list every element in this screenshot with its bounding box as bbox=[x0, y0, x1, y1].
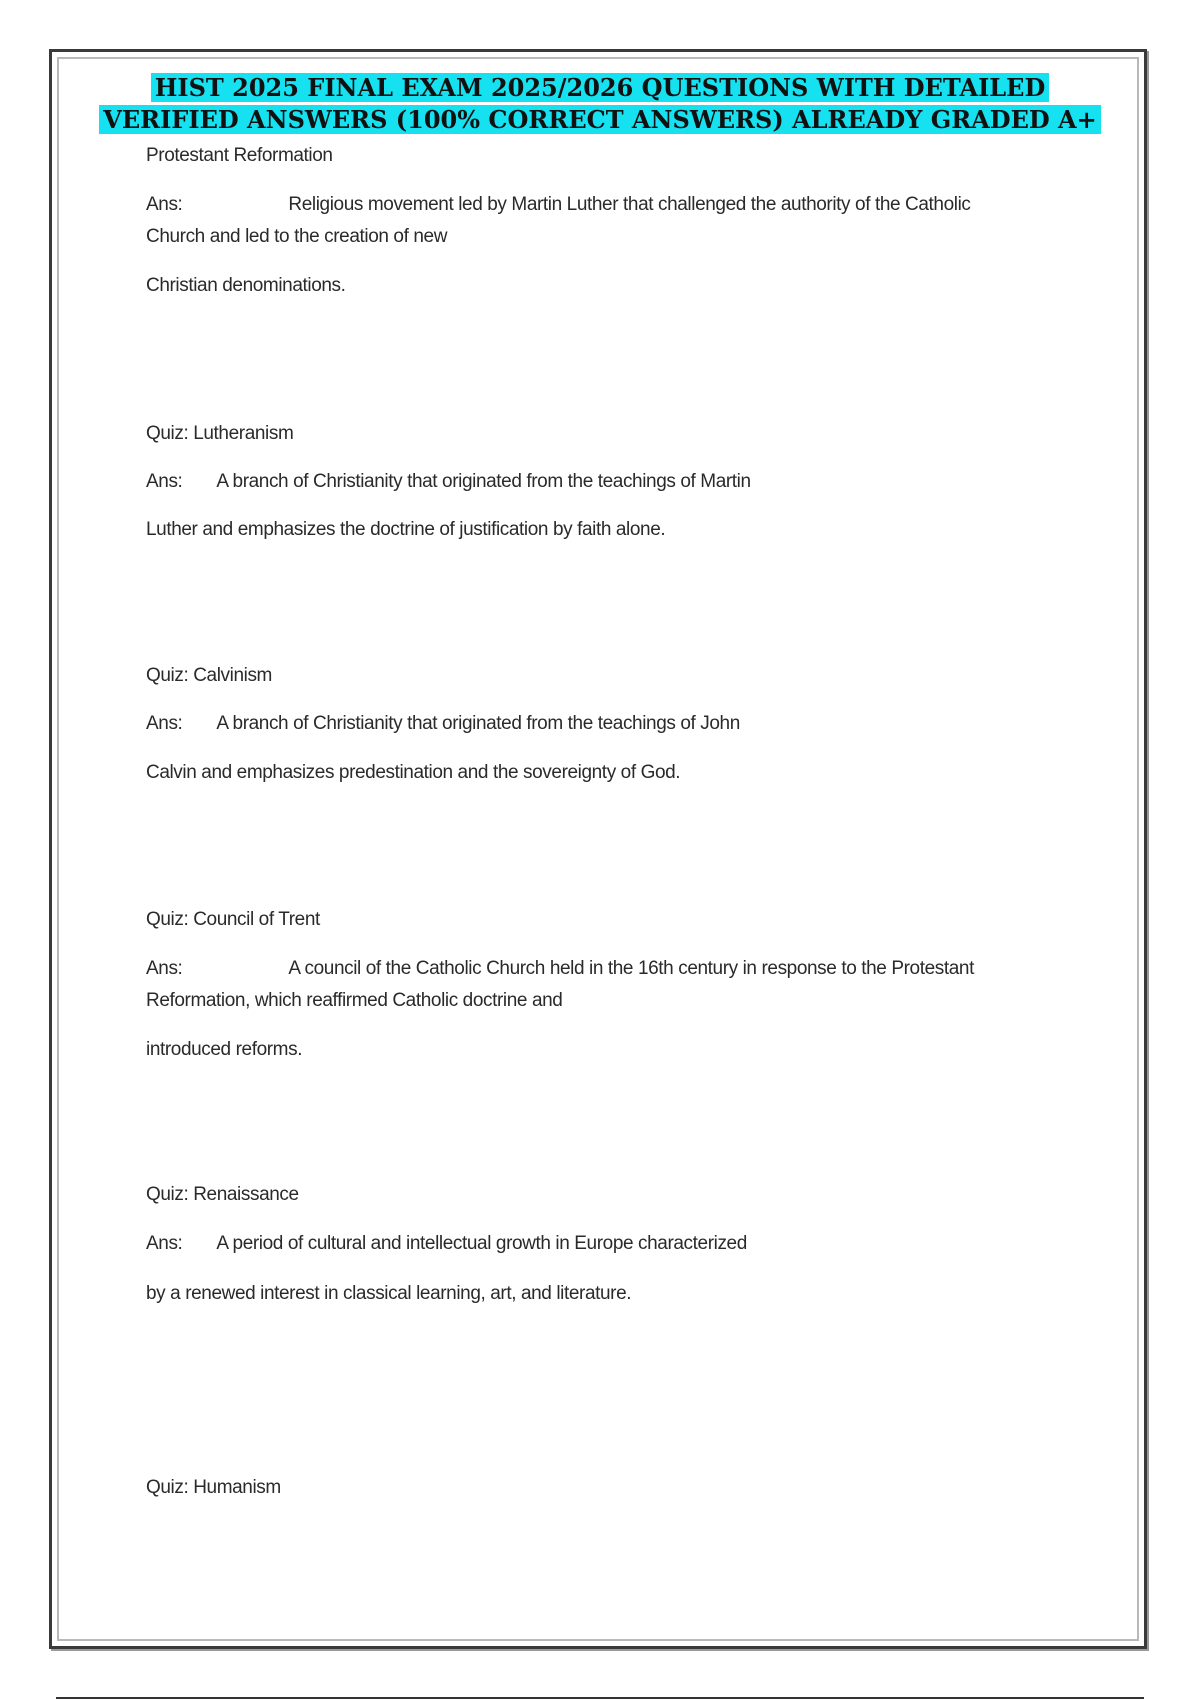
answer-renaissance bbox=[146, 1232, 747, 1256]
answer-lutheranism bbox=[146, 470, 751, 494]
question-council-of-trent: Quiz: Council of Trent bbox=[146, 909, 320, 930]
title-line-1: HIST 2025 FINAL EXAM 2025/2026 QUESTIONS WITH DETAILED bbox=[151, 73, 1050, 102]
ans-label: Ans: bbox=[146, 471, 183, 492]
answer-continuation: introduced reforms. bbox=[146, 1039, 303, 1060]
answer-continuation: by a renewed interest in classical learning, art, and literature. bbox=[146, 1283, 632, 1304]
answer-council-of-trent bbox=[146, 953, 1026, 1017]
question-protestant-reformation: Protestant Reformation bbox=[146, 145, 333, 166]
answer-text: Religious movement led by Martin Luther that challenged the authority of the Catholic Church and led to the creation of new bbox=[146, 194, 971, 247]
answer-protestant-reformation bbox=[146, 189, 1026, 253]
ans-label: Ans: bbox=[146, 1233, 183, 1254]
answer-text: A branch of Christianity that originated from the teachings of John bbox=[216, 713, 740, 734]
question-renaissance: Quiz: Renaissance bbox=[146, 1184, 299, 1205]
answer-continuation: Christian denominations. bbox=[146, 275, 346, 296]
question-humanism: Quiz: Humanism bbox=[146, 1477, 281, 1498]
answer-calvinism bbox=[146, 712, 740, 736]
ans-label: Ans: bbox=[146, 713, 183, 734]
answer-text: A branch of Christianity that originated from the teachings of Martin bbox=[216, 471, 751, 492]
question-lutheranism: Quiz: Lutheranism bbox=[146, 423, 294, 444]
answer-text: A council of the Catholic Church held in the 16th century in response to the Protestant Reformation, which reaffirmed Catholic doctrine and bbox=[146, 958, 974, 1011]
answer-continuation: Calvin and emphasizes predestination and the sovereignty of God. bbox=[146, 762, 681, 783]
ans-label: Ans: bbox=[146, 194, 183, 215]
footer-rule bbox=[56, 1697, 1144, 1699]
question-calvinism: Quiz: Calvinism bbox=[146, 665, 272, 686]
ans-label: Ans: bbox=[146, 958, 183, 979]
title-line-2: VERIFIED ANSWERS (100% CORRECT ANSWERS) ALREADY GRADED A+ bbox=[99, 105, 1101, 134]
answer-text: A period of cultural and intellectual growth in Europe characterized bbox=[216, 1233, 747, 1254]
document-title bbox=[0, 72, 1200, 136]
answer-continuation: Luther and emphasizes the doctrine of justification by faith alone. bbox=[146, 519, 666, 540]
